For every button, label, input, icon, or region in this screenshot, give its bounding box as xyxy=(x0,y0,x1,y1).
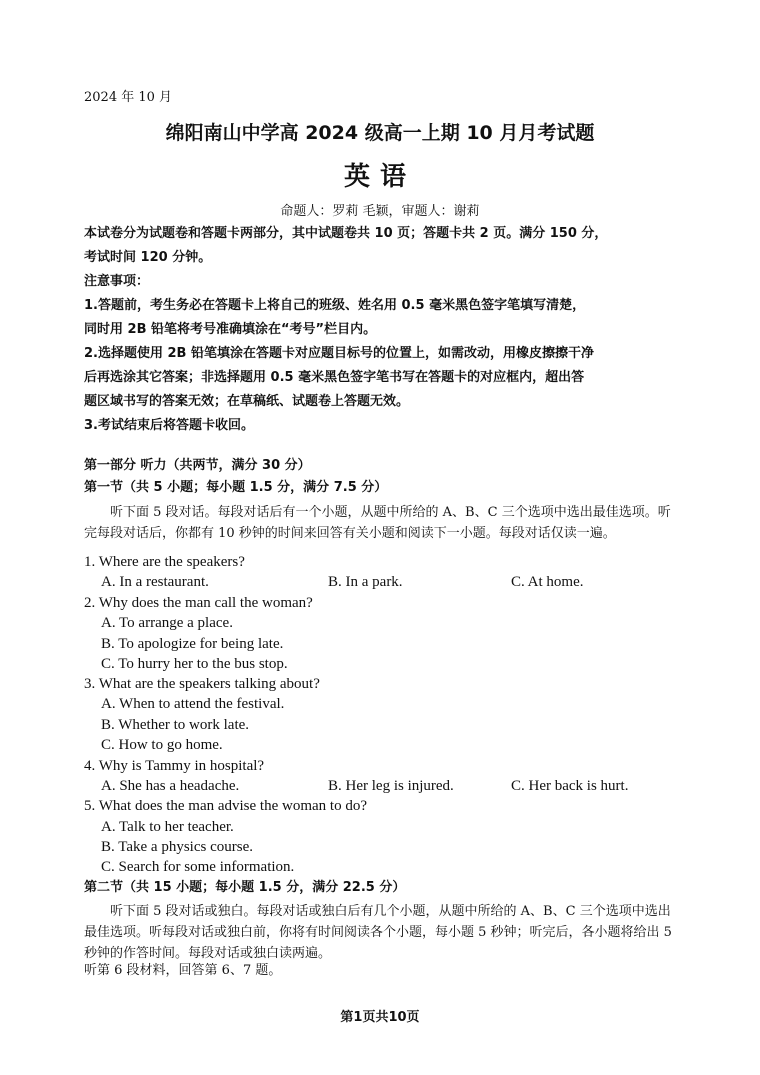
material-6-note: 听第 6 段材料，回答第 6、7 题。 xyxy=(84,963,282,978)
notice-1b: 同时用 2B 铅笔将考号准确填涂在“考号”栏目内。 xyxy=(84,322,377,337)
authors-line: 命题人：罗莉 毛颖，审题人：谢莉 xyxy=(280,204,480,219)
q4-option-a: A. She has a headache. xyxy=(101,778,240,794)
notice-2a: 2.选择题使用 2B 铅笔填涂在答题卡对应题目标号的位置上，如需改动，用橡皮擦擦干净 xyxy=(84,346,594,361)
q5-option-a: A. Talk to her teacher. xyxy=(101,819,234,835)
section2-heading: 第二节（共 15 小题；每小题 1.5 分，满分 22.5 分） xyxy=(84,880,406,895)
question-1: 1. Where are the speakers? xyxy=(84,554,245,570)
question-2: 2. Why does the man call the woman? xyxy=(84,595,313,611)
notice-2b: 后再选涂其它答案；非选择题用 0.5 毫米黑色签字笔书写在答题卡的对应框内，超出答 xyxy=(84,370,585,385)
section1-heading: 第一节（共 5 小题；每小题 1.5 分，满分 7.5 分） xyxy=(84,480,388,495)
q5-option-b: B. Take a physics course. xyxy=(101,839,253,855)
q2-option-a: A. To arrange a place. xyxy=(101,615,233,631)
q1-option-a: A. In a restaurant. xyxy=(101,574,209,590)
question-4: 4. Why is Tammy in hospital? xyxy=(84,758,265,774)
part1-heading: 第一部分 听力（共两节，满分 30 分） xyxy=(84,458,311,473)
notice-3: 3.考试结束后将答题卡收回。 xyxy=(84,418,254,433)
q1-option-c: C. At home. xyxy=(511,574,584,590)
notice-title: 注意事项： xyxy=(84,274,150,289)
q4-option-c: C. Her back is hurt. xyxy=(511,778,629,794)
exam-date: 2024 年 10 月 xyxy=(84,90,173,105)
q2-option-b: B. To apologize for being late. xyxy=(101,636,284,652)
subject-title: 英语 xyxy=(343,162,416,192)
q3-option-c: C. How to go home. xyxy=(101,737,223,753)
q5-option-c: C. Search for some information. xyxy=(101,859,295,875)
q1-option-b: B. In a park. xyxy=(328,574,403,590)
exam-title: 绵阳南山中学高 2024 级高一上期 10 月月考试题 xyxy=(165,122,595,144)
section1-instructions: 听下面 5 段对话。每段对话后有一个小题，从题中所给的 A、B、C 三个选项中选出最佳选项。听完每段对话后，你都有 10 秒钟的时间来回答有关小题和阅读下一小题。每段对话仅读一遍。 xyxy=(84,505,671,541)
question-5: 5. What does the man advise the woman to do? xyxy=(84,798,367,814)
q4-option-b: B. Her leg is injured. xyxy=(328,778,454,794)
intro-line-1: 本试卷分为试题卷和答题卡两部分，其中试题卷共 10 页；答题卡共 2 页。满分 150 分， xyxy=(84,226,608,241)
section2-instructions: 听下面 5 段对话或独白。每段对话或独白后有几个小题，从题中所给的 A、B、C 三个选项中选出最佳选项。听每段对话或独白前，你将有时间阅读各个小题，每小题 5 秒钟；听完后，各小题将给出 5 秒钟的作答时间。每段对话或独白读两遍。 xyxy=(84,904,672,961)
page-footer: 第1页共10页 xyxy=(340,1010,420,1025)
notice-1a: 1.答题前，考生务必在答题卡上将自己的班级、姓名用 0.5 毫米黑色签字笔填写清楚， xyxy=(84,298,586,313)
q3-option-b: B. Whether to work late. xyxy=(101,717,250,733)
question-3: 3. What are the speakers talking about? xyxy=(84,676,320,692)
q2-option-c: C. To hurry her to the bus stop. xyxy=(101,656,288,672)
intro-line-2: 考试时间 120 分钟。 xyxy=(84,250,212,265)
q3-option-a: A. When to attend the festival. xyxy=(101,696,285,712)
notice-2c: 题区域书写的答案无效；在草稿纸、试题卷上答题无效。 xyxy=(84,394,410,409)
